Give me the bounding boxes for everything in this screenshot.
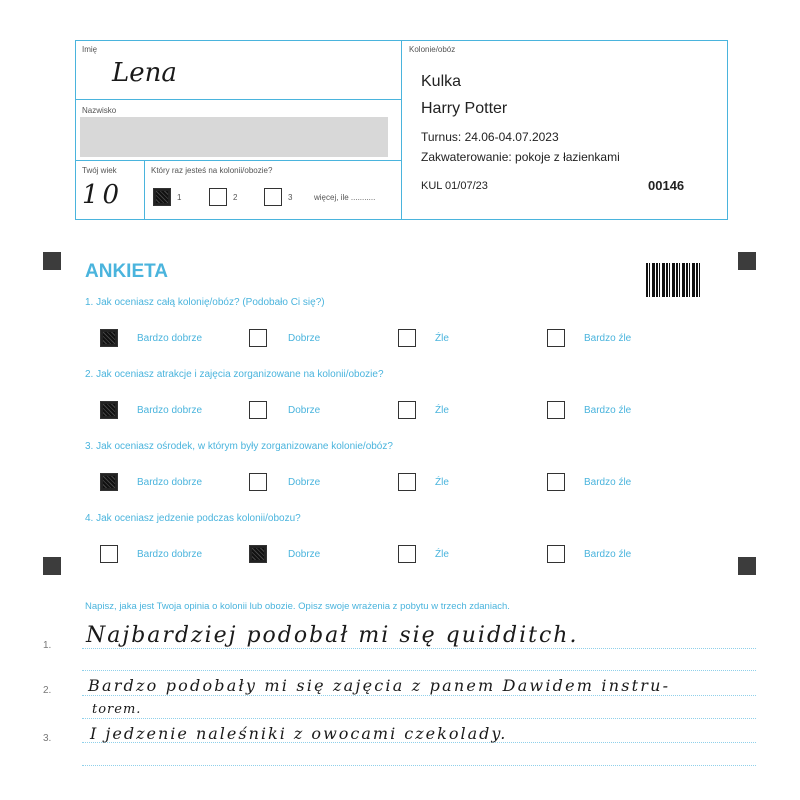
answer-line-2-continuation[interactable]: torem. xyxy=(92,702,142,717)
q1-checkbox-dobrze[interactable] xyxy=(249,329,267,347)
opinion-prompt: Napisz, jaka jest Twoja opinia o kolonii lub obozie. Opisz swoje wrażenia z pobytu w trzech zdaniach. xyxy=(85,601,510,612)
q3-checkbox-bardzo-zle[interactable] xyxy=(547,473,565,491)
q4-label-dobrze: Dobrze xyxy=(288,549,321,560)
form-number: 00146 xyxy=(648,178,685,193)
q3-checkbox-dobrze[interactable] xyxy=(249,473,267,491)
registration-mark-bottom-left xyxy=(43,557,61,575)
q2-label-zle: Źle xyxy=(435,405,449,416)
kolonie-theme: Harry Potter xyxy=(421,100,508,117)
q2-label-dobrze: Dobrze xyxy=(288,405,321,416)
q4-checkbox-bardzo-dobrze[interactable] xyxy=(100,545,118,563)
raz-checkbox-3[interactable] xyxy=(264,188,282,206)
raz-option-3: 3 xyxy=(288,193,293,202)
q3-checkbox-bardzo-dobrze[interactable] xyxy=(100,473,118,491)
q2-checkbox-bardzo-zle[interactable] xyxy=(547,401,565,419)
raz-option-1: 1 xyxy=(177,193,182,202)
q4-label-bardzo-dobrze: Bardzo dobrze xyxy=(137,549,203,560)
q2-checkbox-zle[interactable] xyxy=(398,401,416,419)
q1-label-dobrze: Dobrze xyxy=(288,333,321,344)
writing-line xyxy=(82,648,756,649)
raz-checkbox-2[interactable] xyxy=(209,188,227,206)
question-1-text: 1. Jak oceniasz całą kolonię/obóz? (Podobało Ci się?) xyxy=(85,297,325,308)
raz-label: Który raz jesteś na kolonii/obozie? xyxy=(151,166,273,175)
line-number-2: 2. xyxy=(43,685,52,696)
q1-checkbox-zle[interactable] xyxy=(398,329,416,347)
q2-label-bardzo-zle: Bardzo źle xyxy=(584,405,632,416)
wiek-value[interactable]: 10 xyxy=(82,180,124,210)
answer-line-2[interactable]: Bardzo podobały mi się zajęcia z panem Dawidem instru- xyxy=(88,676,671,695)
registration-mark-bottom-right xyxy=(738,557,756,575)
camp-code: KUL 01/07/23 xyxy=(421,180,488,192)
q4-checkbox-bardzo-zle[interactable] xyxy=(547,545,565,563)
answer-line-3[interactable]: I jedzenie naleśniki z owocami czekolady. xyxy=(90,724,508,743)
imie-label: Imię xyxy=(82,45,98,54)
question-3-text: 3. Jak oceniasz ośrodek, w którym były zorganizowane kolonie/obóz? xyxy=(85,441,393,452)
registration-mark-top-left xyxy=(43,252,61,270)
q3-label-zle: Źle xyxy=(435,477,449,488)
q1-label-bardzo-zle: Bardzo źle xyxy=(584,333,632,344)
header-vertical-divider xyxy=(401,40,402,219)
q3-label-bardzo-dobrze: Bardzo dobrze xyxy=(137,477,203,488)
q3-checkbox-zle[interactable] xyxy=(398,473,416,491)
answer-line-1[interactable]: Najbardziej podobał mi się quidditch. xyxy=(86,623,579,648)
nazwisko-label: Nazwisko xyxy=(82,106,117,115)
q2-checkbox-bardzo-dobrze[interactable] xyxy=(100,401,118,419)
q1-label-bardzo-dobrze: Bardzo dobrze xyxy=(137,333,203,344)
imie-divider xyxy=(75,99,402,100)
nazwisko-redaction xyxy=(80,117,388,157)
line-number-1: 1. xyxy=(43,640,52,651)
raz-option-2: 2 xyxy=(233,193,238,202)
wiek-label: Twój wiek xyxy=(82,166,117,175)
writing-line xyxy=(82,695,756,696)
q2-label-bardzo-dobrze: Bardzo dobrze xyxy=(137,405,203,416)
registration-mark-top-right xyxy=(738,252,756,270)
line-number-3: 3. xyxy=(43,733,52,744)
q4-label-zle: Źle xyxy=(435,549,449,560)
writing-line xyxy=(82,718,756,719)
zakwaterowanie-text: Zakwaterowanie: pokoje z łazienkami xyxy=(421,150,620,164)
turnus-text: Turnus: 24.06-04.07.2023 xyxy=(421,130,559,144)
q1-checkbox-bardzo-dobrze[interactable] xyxy=(100,329,118,347)
writing-line xyxy=(82,765,756,766)
kolonie-name: Kulka xyxy=(421,73,462,90)
survey-title: ANKIETA xyxy=(85,261,169,282)
question-2-text: 2. Jak oceniasz atrakcje i zajęcia zorganizowane na kolonii/obozie? xyxy=(85,369,384,380)
nazwisko-divider xyxy=(75,160,402,161)
q4-label-bardzo-zle: Bardzo źle xyxy=(584,549,632,560)
writing-line xyxy=(82,670,756,671)
q3-label-bardzo-zle: Bardzo źle xyxy=(584,477,632,488)
imie-value[interactable]: Lena xyxy=(112,58,177,88)
wiek-divider xyxy=(144,160,145,219)
q1-label-zle: Źle xyxy=(435,333,449,344)
raz-option-more: więcej, ile ........... xyxy=(314,193,376,202)
barcode xyxy=(646,263,700,297)
q1-checkbox-bardzo-zle[interactable] xyxy=(547,329,565,347)
q3-label-dobrze: Dobrze xyxy=(288,477,321,488)
q2-checkbox-dobrze[interactable] xyxy=(249,401,267,419)
kolonie-label: Kolonie/obóz xyxy=(409,45,456,54)
question-4-text: 4. Jak oceniasz jedzenie podczas kolonii/obozu? xyxy=(85,513,301,524)
q4-checkbox-dobrze[interactable] xyxy=(249,545,267,563)
q4-checkbox-zle[interactable] xyxy=(398,545,416,563)
raz-checkbox-1[interactable] xyxy=(153,188,171,206)
